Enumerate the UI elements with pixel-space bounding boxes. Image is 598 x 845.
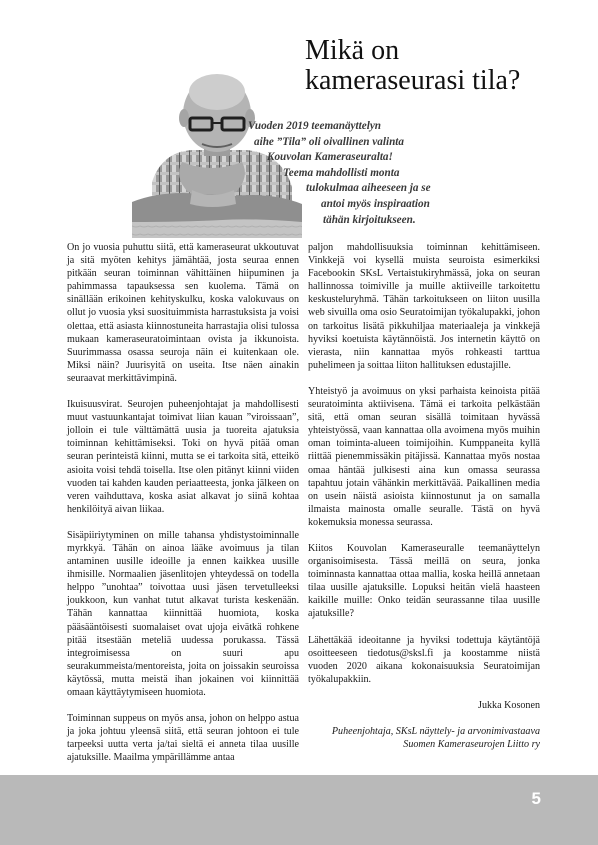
body-paragraph: Yhteistyö ja avoimuus on yksi parhaista keinoista pitää seuratoiminta aktiivisena. Tämä ei tarkoita pelkästään sitä, että oman seuran sisällä toimitaan hyvässä yhteistyössä, vaan kannattaa olla avoimena myös muihin oman toiminta-alueen toimijoihin. Kumppaneita kyllä riittää pienemmissäkin pitäjissä. Kannattaa myös nostaa omaa häntää julkisesti aina kun omassa seurassa tapahtuu jotain vähänkin merkittävää. Paikallinen media on usein näistä asioista kiinnostunut ja on samalla ilmaista mainosta omalle seuralle. Tästä on hyvä kokemuksia monessa seurassa. — [308, 385, 540, 528]
intro-line: antoi myös inspiraation — [321, 197, 430, 210]
body-paragraph: Lähettäkää ideoitanne ja hyviksi todettuja käytäntöjä osoitteeseen tiedotus@sksl.fi ja koostamme niistä vuoden 2020 aikana kokonaisuuksia Seuratoimijan työkalupakkiin. — [308, 634, 540, 685]
page-number: 5 — [531, 789, 541, 808]
body-paragraph: Sisäpiiriytyminen on mille tahansa yhdistystoiminnalle myrkkyä. Tähän on ainoa lääke avoimuus ja tilan antaminen uusille ideoille ja ennen kaikkea uusille ihmisille. Normaalien jäsenlitojen yhteydessä on todella helppo ”unohtaa” toivottaa uusi jäsen tervetulleeksi joukkoon, kun vanhat tutut alkavat turista keskenään. Tähän kannattaa kiinnittää huomiota, koska pääsääntöisesti suomalaiset ovat ujoja eivätkä rohkene pitää itsestään meteliä uudessa porukassa. Tässä integroimisessa on suuri apu seurakummeista/mentoreista, joita on joissakin seuroissa käytössä, mutta meistä ihan jokainen voi kiinnittää omaan käyttäytymiseen huomiota. — [67, 529, 299, 698]
body-paragraph: paljon mahdollisuuksia toiminnan kehittämiseen. Vinkkejä voi kysellä muista seuroista esimerkiksi Facebookin SKsL Vertaistukiryhmässä, joka on seuran hallinnossa toimiville ja muille aktiiveille tarkoitettu keskusteluryhmä. Tähän tarkoitukseen on liiton uusilla web sivuilla oma osio Seuratoimijan työkalupakki, johon on tarkoitus lisätä pikkuhiljaa materiaaleja ja vinkkejä hyviksi koetuista käytännöistä. Jos internetin käyttö on vierasta, niin kannattaa myös rohkeasti tarttua puhelimeen ja soittaa liiton hallituksen edustajille. — [308, 242, 540, 371]
article-column-right — [308, 241, 540, 764]
body-paragraph: Kiitos Kouvolan Kameraseuralle teemanäyttelyn organisoimisesta. Tässä meillä on seura, jonka toiminnasta kannattaa ottaa mallia, koska heillä annetaan tilaa uusille ajatuksille. Lopuksi heitän vielä haasteen kaikille muille: Onko teidän seurassanne tilaa uusille ajatuksille? — [308, 542, 540, 620]
article-title-line-1: Mikä on — [305, 35, 400, 66]
article-title-line-2: kameraseurasi tila? — [305, 65, 521, 96]
author-role — [308, 725, 540, 751]
body-paragraph: Ikuisuusvirat. Seurojen puheenjohtajat ja mahdollisesti muut vastuunkantajat toimivat liian kauan ”viroissaan”, jolloin ei tule välttämättä uusia ja tuoreita ajatuksia toiminnan kehittämiseksi. Toki on hyvä pitää oman seuran perinteistä kiinni, mutta se ei tarkoita sitä, etteikö asioita voisi tehdä toisella. Itse olen pitänyt kiinni viiden vuoden tai kahden kauden periaatteesta, jonka jälkeen on veren vaihduttava, koska asiat alkavat jo siinä kohtaa henkilöityä aivan liikaa. — [67, 399, 299, 515]
author-role-line: Puheenjohtaja, SKsL näyttely- ja arvonimivastaava — [331, 726, 540, 737]
article-title — [305, 36, 565, 96]
intro-line: tulokulmaa aiheeseen ja se — [306, 182, 431, 195]
intro-line: Vuoden 2019 teemanäyttelyn — [248, 120, 382, 132]
page-footer-band — [0, 775, 598, 845]
article-intro — [232, 119, 460, 228]
intro-line: Teema mahdollisti monta — [283, 166, 400, 179]
body-paragraph: Toiminnan suppeus on myös ansa, johon on helppo astua ja joka johtuu yleensä siitä, että seuran johtoon ei tule tarpeeksi uutta verta ja/tai sieltä ei anneta tilaa uusille ajatuksille. Maailma ympärillämme antaa — [67, 713, 299, 764]
author-role-line: Suomen Kameraseurojen Liitto ry — [403, 739, 540, 751]
author-name: Jukka Kosonen — [478, 699, 540, 711]
intro-line: Kouvolan Kameraseuralta! — [267, 151, 393, 164]
body-paragraph: On jo vuosia puhuttu siitä, että kameraseurat ukkoutuvat ja sitä myöten kehitys jämähtää, josta seuraa ennen pitkään seuran toiminnan vähittäinen hiipuminen ja pahimmassa tapauksessa sen kuolema. Tämä on sinällään erikoinen kehityskulku, koska valokuvaus on ollut jo vuosia yksi suosituimmista harrastuksista ja voisi olettaa, että asiasta kiinnostuneita harrastajia olisi tulossa mukaan kameraseuratoimintaan ovista ja ikkunoista. Suurimmassa osassa seuroja näin ei kuitenkaan ole. Miksi näin? Juurisyitä on useita. Itse näen ainakin seuraavat merkittävimpinä. — [67, 242, 299, 384]
intro-line: tähän kirjoitukseen. — [323, 213, 416, 226]
intro-line: aihe ”Tila” oli oivallinen valinta — [254, 135, 404, 148]
article-column-left — [67, 241, 299, 777]
